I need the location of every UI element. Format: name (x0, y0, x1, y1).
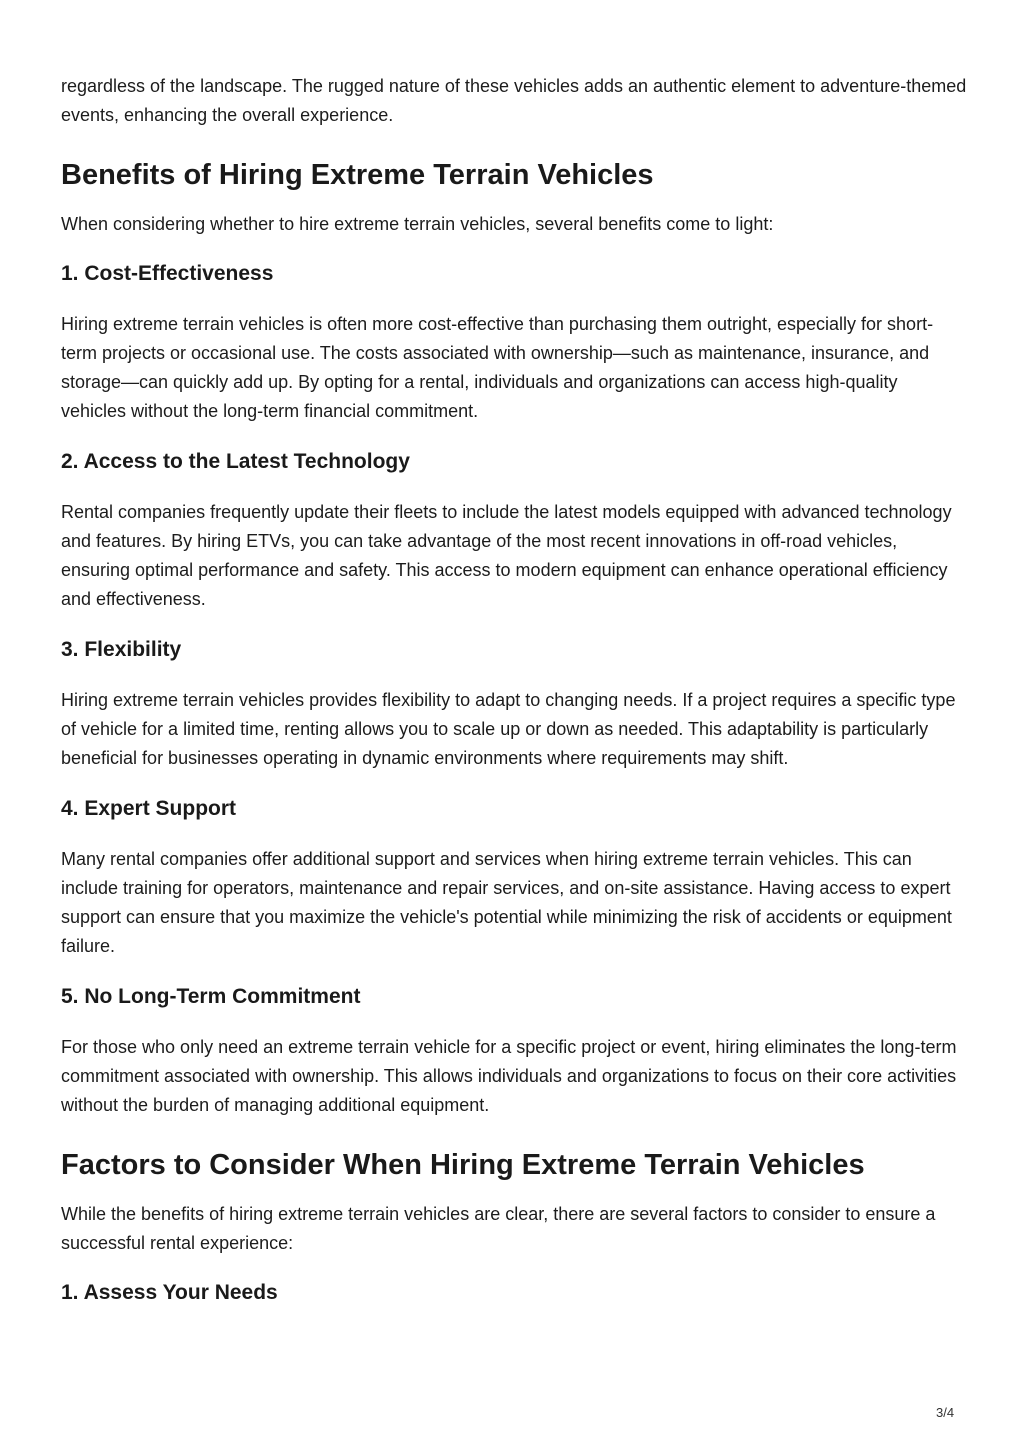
factors-intro-paragraph: While the benefits of hiring extreme terrain vehicles are clear, there are several factors to consider to ensure a successful rental experience: (61, 1204, 936, 1253)
benefit-1-body: Hiring extreme terrain vehicles is often more cost-effective than purchasing them outright, especially for short-term projects or occasional use. The costs associated with ownership—such as maintenance, insurance, and storage—can quickly add up. By opting for a rental, individuals and organizations can access high-quality vehicles without the long-term financial commitment. (61, 314, 934, 421)
benefit-1-title: 1. Cost-Effectiveness (61, 262, 274, 285)
benefit-2-title: 2. Access to the Latest Technology (61, 450, 410, 473)
benefit-5-title: 5. No Long-Term Commitment (61, 985, 361, 1008)
benefit-2-body: Rental companies frequently update their fleets to include the latest models equipped with advanced technology and features. By hiring ETVs, you can take advantage of the most recent innovations in off-road vehicles, ensuring optimal performance and safety. This access to modern equipment can enhance operational efficiency and effectiveness. (61, 502, 952, 609)
benefit-3-body: Hiring extreme terrain vehicles provides flexibility to adapt to changing needs. If a project requires a specific type of vehicle for a limited time, renting allows you to scale up or down as needed. This adaptability is particularly beneficial for businesses operating in dynamic environments where requirements may shift. (61, 690, 956, 768)
page-content (61, 72, 967, 1307)
benefit-4-title: 4. Expert Support (61, 797, 237, 820)
factors-heading: Factors to Consider When Hiring Extreme Terrain Vehicles (61, 1149, 865, 1181)
page-number: 3/4 (936, 1405, 955, 1420)
benefit-4-body: Many rental companies offer additional support and services when hiring extreme terrain vehicles. This can include training for operators, maintenance and repair services, and on-site assistance. Having access to expert support can ensure that you maximize the vehicle's potential while minimizing the risk of accidents or equipment failure. (61, 849, 952, 956)
benefits-intro-paragraph: When considering whether to hire extreme terrain vehicles, several benefits come to light: (61, 214, 774, 234)
intro-continuation-paragraph: regardless of the landscape. The rugged nature of these vehicles adds an authentic element to adventure-themed events, enhancing the overall experience. (61, 76, 967, 125)
benefit-3-title: 3. Flexibility (61, 638, 182, 661)
factor-1-title: 1. Assess Your Needs (61, 1281, 278, 1304)
benefits-heading: Benefits of Hiring Extreme Terrain Vehicles (61, 159, 654, 191)
benefit-5-body: For those who only need an extreme terrain vehicle for a specific project or event, hiring eliminates the long-term commitment associated with ownership. This allows individuals and organizations to focus on their core activities without the burden of managing additional equipment. (61, 1037, 957, 1115)
